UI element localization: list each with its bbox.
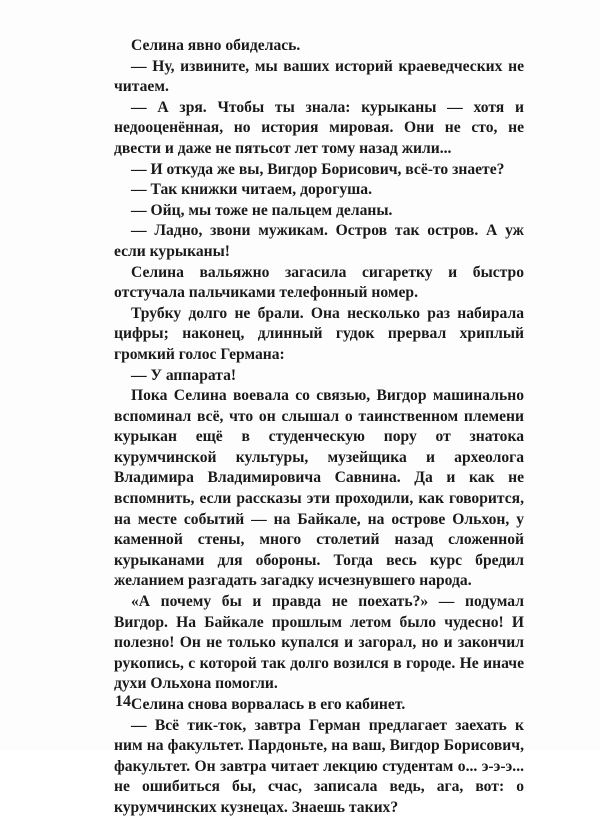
- paragraph: — Ладно, звони мужикам. Остров так остров. А уж если курыканы!: [114, 222, 524, 260]
- body-text: [114, 36, 524, 819]
- paragraph: «А почему бы и правда не поехать?» — подумал Вигдор. На Байкале прошлым летом было чудесно! И полезно! Он не только купался и загорал, но и закончил рукопись, с которой так долго возился в городе. Не иначе духи Ольхона помогли.: [114, 593, 524, 693]
- paragraph: Селина снова ворвалась в его кабинет.: [131, 696, 406, 713]
- paragraph: — И откуда же вы, Вигдор Борисович, всё-то знаете?: [131, 160, 505, 178]
- paragraph: Трубку долго не брали. Она несколько раз набирала цифры; наконец, длинный гудок прервал хриплый громкий голос Германа:: [114, 304, 524, 363]
- paragraph: Пока Селина воевала со связью, Вигдор машинально вспоминал всё, что он слышал о таинственном племени курыкан ещё в студенческую пору от знатока курумчинской культуры, музейщика и археолога Владимира Владимировича Савнина. Да и как не вспомнить, если рассказы эти проходили, как говорится, на месте событий — на Байкале, на острове Ольхон, у каменной стены, много столетий назад сложенной курыканами для обороны. Тогда весь курс бредил желанием разгадать загадку исчезнувшего народа.: [114, 387, 524, 590]
- paragraph: — А зря. Чтобы ты знала: курыканы — хотя и недооценённая, но история мировая. Они не сто, не двести и даже не пятьсот лет тому назад жили...: [114, 98, 524, 157]
- page-number: 14: [115, 693, 131, 710]
- paragraph: — Ну, извините, мы ваших историй краеведческих не читаем.: [114, 57, 524, 96]
- paragraph: — Так книжки читаем, дорогуша.: [131, 181, 372, 199]
- paragraph: Селина вальяжно загасила сигаретку и быстро отстучала пальчиками телефонный номер.: [114, 263, 524, 302]
- paragraph: — У аппарата!: [131, 366, 237, 384]
- paragraph: Селина явно обиделась.: [131, 37, 301, 54]
- paragraph: — Всё тик-ток, завтра Герман предлагает заехать к ним на факультет. Пардоньте, на ваш, Вигдор Борисович, факультет. Он завтра читает лекцию студентам о... э-э-э... не ошибиться бы, счас, записала ведь, ага, вот: о курумчинских кузнецах. Знаешь таких?: [114, 716, 524, 816]
- paragraph: — Ойц, мы тоже не пальцем деланы.: [131, 201, 393, 219]
